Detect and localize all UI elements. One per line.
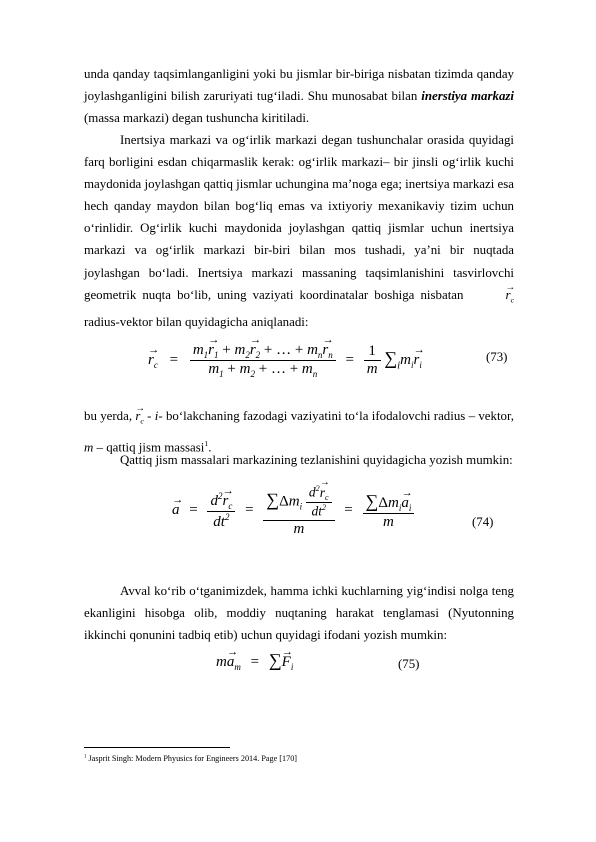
paragraph-1-text-a: unda qanday taqsimlanganligini yoki bu jismlar bir-biriga nisbatan tizimda qanday joylashganligini bilish zaruriyati tug‘iladi. Shu munosabat bilan — [84, 67, 514, 104]
footnote-text: Jasprit Singh: Modern Phyusics for Engineers 2014. Page [170] — [86, 754, 298, 763]
paragraph-2 — [84, 129, 514, 333]
radius-vector-subscript: c — [510, 295, 514, 305]
paragraph-1 — [84, 63, 514, 129]
eq73-reciprocal: $\frac{1}{m}$ — [364, 343, 381, 378]
paragraph-2-text-a: Inertsiya markazi va og‘irlik markazi degan tushunchalar orasida quyidagi farq borligini esdan chiqarmaslik kerak: og‘irlik markazi– bir jinsli og‘irlik kuchi maydonida joylashgan qattiq jismlar uchungina ma’noga ega; inertsiya markazi esa hech qanday maydon bilan bog‘liq emas va ixtiyoriy mexanikaviy tizim uchun o‘rinlidir. Og‘irlik kuchi maydonida joylashgan qattiq jismlar uchun inertsiya markazi va og‘irlik markazi bir-biri bilan mos tushadi, ya’ni bir nuqtada joylashgan bo‘ladi. Inertsiya markazi massaning taqsimlanishini tasvirlovchi geometrik nuqta bo‘lib, uning vaziyati koordinatalar boshiga nisbatan — [84, 133, 514, 302]
eq74-fraction-3: $\frac{\sum\Delta m_i\to a_i}{m}$ — [363, 491, 415, 531]
eq73-main-fraction: $\frac{m_1\to r_1 + m_2\to r_2 + \dots + m_n\to r_n}{m_1 + m_2 + \dots + m_n}$ — [190, 342, 336, 379]
term-inertia-center: inerstiya markazi — [421, 89, 514, 104]
radius-vector-symbol-2: → r — [135, 405, 140, 427]
eq73-equals-2: = — [345, 351, 354, 368]
footnote — [84, 754, 297, 763]
paragraph-3-text-b: - bo‘lakchaning fazodagi vaziyatini to‘la ifodalovchi radius – vektor, — [158, 409, 514, 423]
eq74-fraction-2: $\sum\Delta m_i$ $\frac{d^2\to r_c}{dt^2}$ m — [263, 484, 334, 538]
equation-73: → $r_c$ = $\frac{m_1\to r_1 + m_2\to r_2 + \dots + m_n\to r_n}{m_1 + m_2 + \dots + m_n}$ = $\frac{1}{m}$ $\sum_im_i\to r_i$ — [148, 342, 422, 379]
eq73-sum: $\sum_i$ — [384, 347, 401, 372]
eq74-fraction-1: $\frac{d^2\to r_c}{dt^2}$ — [207, 491, 235, 531]
footnote-reference: 1 — [204, 438, 209, 448]
equation-75-number: (75) — [398, 657, 420, 671]
paragraph-5: Avval ko‘rib o‘tganimizdek, hamma ichki kuchlarning yig‘indisi nolga teng ekanligini hisobga olib, moddiy nuqtaning harakat tenglamasi (Nyutonning ikkinchi qonunini tadbiq etib) uchun quyidagi ifodani yozish mumkin: — [84, 584, 514, 643]
paragraph-3: bu yerda, → $r_c - i-$ bo‘lakchaning fazodagi vaziyatini to‘la ifodalovchi radius – vektor, m – qattiq jism massasi$^1$. — [84, 405, 514, 458]
eq73-lhs: → r — [148, 352, 154, 369]
paragraph-4: Qattiq jism massalari markazining tezlanishini quyidagicha yozish mumkin: — [120, 453, 513, 467]
equation-73-number: (73) — [486, 350, 508, 364]
radius-vector-symbol: → r — [470, 284, 511, 306]
footnote-separator — [84, 747, 230, 748]
paragraph-3-text-a: bu yerda, — [84, 409, 136, 423]
eq73-equals: = — [169, 351, 179, 368]
eq74-lhs: → a — [172, 502, 180, 519]
paragraph-1-text-b: (massa markazi) degan tushuncha kiritiladi. — [84, 111, 310, 126]
equation-74-number: (74) — [472, 515, 494, 529]
paragraph-2-text-b: radius-vektor bilan quyidagicha aniqlanadi: — [84, 315, 309, 330]
footnote-mark: 1 — [84, 754, 87, 760]
equation-74: → a = $\frac{d^2\to r_c}{dt^2}$ = $\sum\Delta m_i$ $\frac{d^2\to r_c}{dt^2}$ m = $\frac{\sum\Delta m_i\to a_i}{m}$ — [172, 484, 414, 538]
equation-75: $m\to a_m$ = ∑→ $F_i$ — [216, 650, 293, 672]
